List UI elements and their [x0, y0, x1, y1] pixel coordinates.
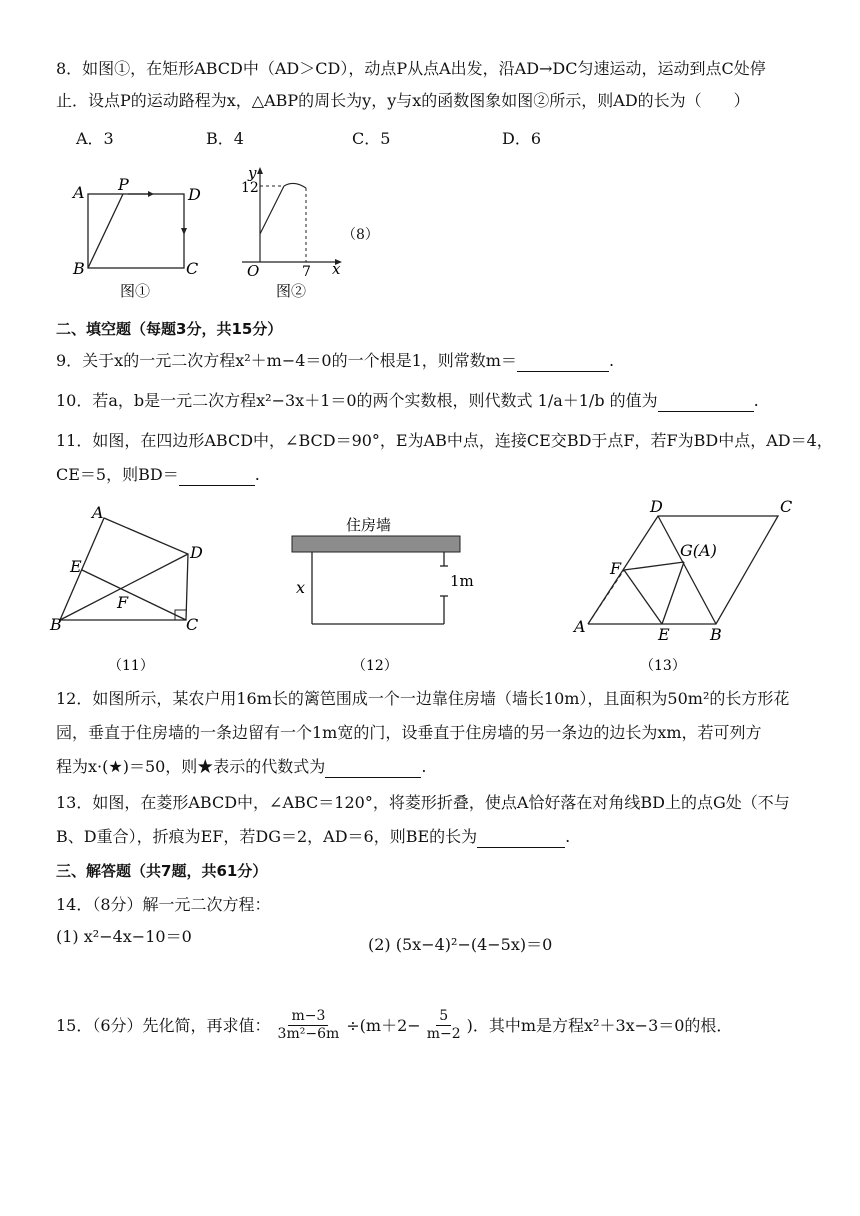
q15-operator: ÷(m＋2−	[346, 1015, 421, 1035]
q15-frac1-numerator: m−3	[288, 1008, 328, 1026]
q10-text: 10．若a，b是一元二次方程x²−3x＋1＝0的两个实数根，则代数式 1/a＋1/b 的值为	[56, 391, 658, 410]
fig2-x-label: x	[332, 260, 341, 278]
q9-answer-blank[interactable]	[517, 353, 609, 372]
fig1-label-b: B	[73, 259, 85, 278]
figure-11	[46, 500, 216, 680]
q11-end: .	[254, 465, 260, 484]
q9-line	[56, 350, 614, 372]
fig13-label-c: C	[780, 497, 793, 516]
q13-text: B、D重合），折痕为EF，若DG＝2，AD＝6，则BE的长为	[56, 827, 478, 846]
fig11-label-b: B	[50, 615, 62, 634]
fig12-caption: （12）	[352, 658, 398, 674]
fig13-label-d: D	[650, 497, 663, 516]
q8-option-c: C．5	[352, 129, 391, 148]
fig2-y-tick: 12	[241, 180, 259, 196]
fig13-caption: （13）	[640, 658, 686, 674]
section-2-heading: 二、填空题（每题3分，共15分）	[56, 320, 283, 338]
q13-line2	[56, 826, 570, 848]
fig2-caption: 图②	[276, 282, 307, 300]
fig12-wall-label: 住房墙	[346, 516, 392, 534]
q15-frac2-denominator: m−2	[426, 1026, 461, 1042]
q14-title: 14．（8分）解一元二次方程：	[56, 895, 271, 914]
q10-line	[56, 390, 759, 412]
q12-end: .	[421, 757, 427, 776]
q8-option-b: B．4	[206, 129, 244, 148]
q8-option-d: D．6	[502, 129, 542, 148]
q15-fraction-2	[424, 1008, 464, 1043]
fig12-door-label: 1m	[450, 572, 474, 590]
fig2-y-label: y	[248, 164, 257, 182]
fig1-label-c: C	[186, 259, 199, 278]
q9-text: 9．关于x的一元二次方程x²＋m−4＝0的一个根是1，则常数m＝	[56, 351, 517, 370]
fig2-origin: O	[247, 262, 260, 280]
q8-figure-2	[232, 162, 352, 302]
fig11-caption: （11）	[108, 658, 154, 674]
q15-text: 15．（6分）先化简，再求值：	[56, 1015, 271, 1035]
fig1-label-a: A	[73, 183, 85, 202]
fig12-x-label: x	[296, 578, 306, 597]
q12-line3	[56, 756, 426, 778]
fig11-label-a: A	[92, 503, 104, 522]
fig13-label-g: G(A)	[680, 541, 717, 560]
fig11-label-f: F	[117, 593, 129, 612]
figure-12	[284, 508, 474, 680]
q15-line	[56, 1008, 732, 1043]
q13-line1: 13．如图，在菱形ABCD中，∠ABC＝120°，将菱形折叠，使点A恰好落在对角线BD上的点G处（不与	[56, 793, 790, 812]
figure-13	[568, 490, 808, 680]
q15-frac1-denominator: 3m²−6m	[277, 1026, 340, 1042]
q12-answer-blank[interactable]	[325, 759, 421, 778]
q8-figure-number: （8）	[342, 227, 379, 243]
fig11-label-c: C	[186, 615, 199, 634]
fig1-caption: 图①	[120, 282, 151, 300]
fig13-label-f: F	[610, 559, 622, 578]
fig13-label-e: E	[658, 625, 670, 644]
q12-line2: 园，垂直于住房墙的一条边留有一个1m宽的门，设垂直于住房墙的另一条边的边长为xm，若可列方	[56, 723, 762, 742]
q11-line2	[56, 464, 260, 486]
q11-text: CE＝5，则BD＝	[56, 465, 179, 484]
fig11-label-d: D	[190, 543, 203, 562]
q8-line1: 8．如图①，在矩形ABCD中（AD＞CD），动点P从点A出发，沿AD→DC匀速运动，运动到点C处停	[56, 59, 766, 78]
q14-part-1: (1) x²−4x−10＝0	[56, 927, 192, 946]
q12-line1: 12．如图所示，某农户用16m长的篱笆围成一个一边靠住房墙（墙长10m），且面积为50m²的长方形花	[56, 689, 790, 708]
fig13-label-b: B	[710, 625, 722, 644]
q11-answer-blank[interactable]	[179, 467, 255, 486]
q15-frac2-numerator: 5	[436, 1008, 451, 1026]
q8-line2: 止．设点P的运动路程为x，△ABP的周长为y，y与x的函数图象如图②所示，则AD的长为（ ）	[56, 91, 750, 110]
section-3-heading: 三、解答题（共7题，共61分）	[56, 862, 268, 880]
q13-answer-blank[interactable]	[477, 829, 565, 848]
q12-text: 程为x·(★)＝50，则★表示的代数式为	[56, 757, 326, 776]
q11-line1: 11．如图，在四边形ABCD中，∠BCD＝90°，E为AB中点，连接CE交BD于点F，若F为BD中点，AD＝4，	[56, 431, 833, 450]
fig13-label-a: A	[574, 617, 586, 636]
q15-tail: )．其中m是方程x²＋3x−3＝0的根．	[466, 1015, 733, 1035]
q14-part-2: (2) (5x−4)²−(4−5x)＝0	[368, 935, 553, 954]
q10-end: .	[753, 391, 759, 410]
q8-figure-1	[68, 172, 218, 300]
q10-answer-blank[interactable]	[658, 393, 754, 412]
q15-fraction-1	[275, 1008, 343, 1043]
fig2-x-tick: 7	[302, 264, 311, 280]
q8-option-a: A．3	[76, 129, 114, 148]
fig1-label-p: P	[118, 175, 129, 194]
fig1-label-d: D	[188, 185, 201, 204]
q13-end: .	[565, 827, 571, 846]
fig11-label-e: E	[70, 557, 82, 576]
q9-end: .	[608, 351, 615, 370]
